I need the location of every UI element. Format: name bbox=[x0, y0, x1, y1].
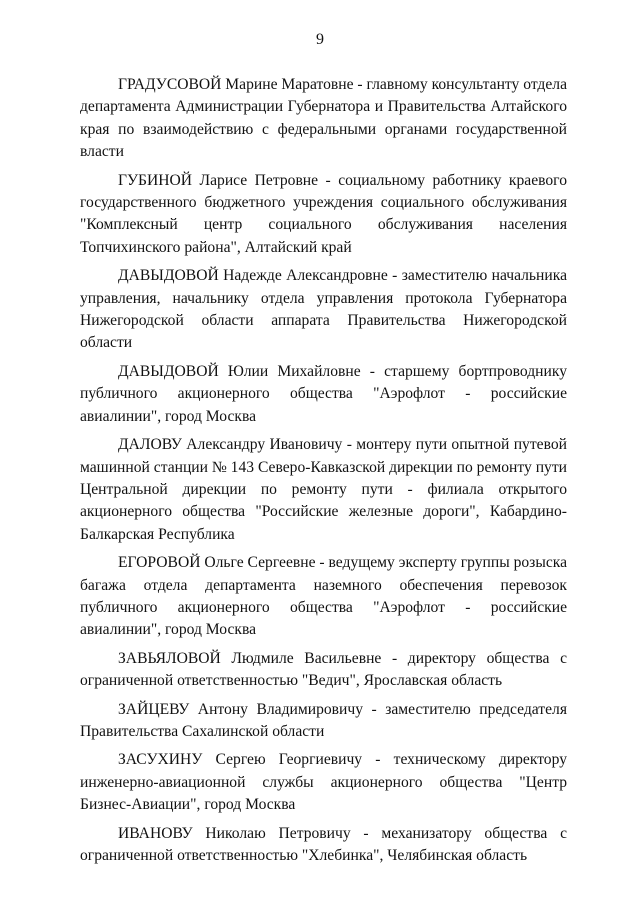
award-entry: ДАВЫДОВОЙ Надежде Александровне - заместителю начальника управления, начальнику отдела управления протокола Губернатора Нижегородской области аппарата Правительства Нижегородской области bbox=[80, 267, 567, 352]
award-entry: ЗАЙЦЕВУ Антону Владимировичу - заместителю председателя Правительства Сахалинской области bbox=[80, 700, 567, 740]
award-entry: ДАВЫДОВОЙ Юлии Михайловне - старшему бортпроводнику публичного акционерного общества "Аэрофлот - российские авиалинии", город Москва bbox=[80, 362, 567, 425]
award-entry: ЗАВЬЯЛОВОЙ Людмиле Васильевне - директору общества с ограниченной ответственностью "Ведич", Ярославская область bbox=[80, 649, 567, 690]
award-entry: ИВАНОВУ Николаю Петровичу - механизатору общества с ограниченной ответственностью "Хлебинка", Челябинская область bbox=[80, 824, 567, 864]
award-entry: ДАЛОВУ Александру Ивановичу - монтеру пути опытной путевой машинной станции № 143 Северо-Кавказской дирекции по ремонту пути Центральной дирекции по ремонту пути - филиала открытого акционерного общества "Российские железные дороги", Кабардино-Балкарская Республика bbox=[80, 436, 567, 543]
award-entry: ЕГОРОВОЙ Ольге Сергеевне - ведущему эксперту группы розыска багажа отдела департамента наземного обеспечения перевозок публичного акционерного общества "Аэрофлот - российские авиалинии", город Москва bbox=[80, 554, 567, 639]
award-entry: ЗАСУХИНУ Сергею Георгиевичу - техническому директору инженерно-авиационной службы акционерного общества "Центр Бизнес-Авиации", город Москва bbox=[80, 751, 567, 814]
award-entry: ГРАДУСОВОЙ Марине Маратовне - главному консультанту отдела департамента Администрации Губернатора и Правительства Алтайского края по взаимодействию с федеральными органами государственной власти bbox=[80, 76, 567, 161]
award-entry: ГУБИНОЙ Ларисе Петровне - социальному работнику краевого государственного бюджетного учреждения социального обслуживания "Комплексный центр социального обслуживания населения Топчихинского района", Алтайский край bbox=[80, 171, 567, 256]
document-body bbox=[80, 74, 567, 873]
page-number: 9 bbox=[316, 31, 324, 48]
